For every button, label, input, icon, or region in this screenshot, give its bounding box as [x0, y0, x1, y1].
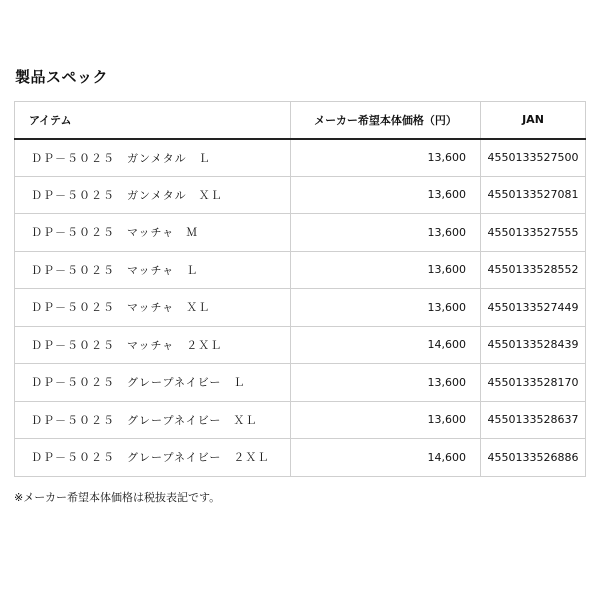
cell-item: ＤＰ－５０２５ ガンメタル Ｌ	[15, 139, 291, 177]
cell-jan: 4550133527449	[481, 289, 586, 327]
table-row	[15, 251, 586, 289]
cell-price: 13,600	[291, 289, 481, 327]
table-row	[15, 439, 586, 477]
cell-jan: 4550133527500	[481, 139, 586, 177]
table-row	[15, 364, 586, 402]
cell-item: ＤＰ－５０２５ グレープネイビー ２ＸＬ	[15, 439, 291, 477]
table-row	[15, 176, 586, 214]
cell-jan: 4550133528439	[481, 326, 586, 364]
tax-note: ※メーカー希望本体価格は税抜表記です。	[14, 491, 221, 504]
table-row	[15, 289, 586, 327]
cell-item: ＤＰ－５０２５ グレープネイビー ＸＬ	[15, 401, 291, 439]
cell-jan: 4550133528637	[481, 401, 586, 439]
cell-price: 14,600	[291, 439, 481, 477]
cell-price: 13,600	[291, 364, 481, 402]
cell-price: 13,600	[291, 139, 481, 177]
cell-price: 13,600	[291, 214, 481, 252]
cell-jan: 4550133528552	[481, 251, 586, 289]
page-title: 製品スペック	[15, 68, 109, 86]
cell-item: ＤＰ－５０２５ ガンメタル ＸＬ	[15, 176, 291, 214]
cell-item: ＤＰ－５０２５ グレープネイビー Ｌ	[15, 364, 291, 402]
cell-price: 13,600	[291, 401, 481, 439]
table-row	[15, 214, 586, 252]
cell-item: ＤＰ－５０２５ マッチャ Ｍ	[15, 214, 291, 252]
cell-jan: 4550133526886	[481, 439, 586, 477]
cell-price: 14,600	[291, 326, 481, 364]
cell-price: 13,600	[291, 251, 481, 289]
cell-jan: 4550133527081	[481, 176, 586, 214]
spec-table	[14, 101, 586, 477]
table-header-row	[15, 102, 586, 139]
cell-price: 13,600	[291, 176, 481, 214]
cell-jan: 4550133528170	[481, 364, 586, 402]
cell-item: ＤＰ－５０２５ マッチャ Ｌ	[15, 251, 291, 289]
table-row	[15, 401, 586, 439]
cell-item: ＤＰ－５０２５ マッチャ ２ＸＬ	[15, 326, 291, 364]
table-row	[15, 139, 586, 177]
header-price: メーカー希望本体価格（円）	[291, 102, 481, 139]
cell-jan: 4550133527555	[481, 214, 586, 252]
header-item: アイテム	[15, 102, 291, 139]
cell-item: ＤＰ－５０２５ マッチャ ＸＬ	[15, 289, 291, 327]
table-row	[15, 326, 586, 364]
header-jan: JAN	[481, 102, 586, 139]
